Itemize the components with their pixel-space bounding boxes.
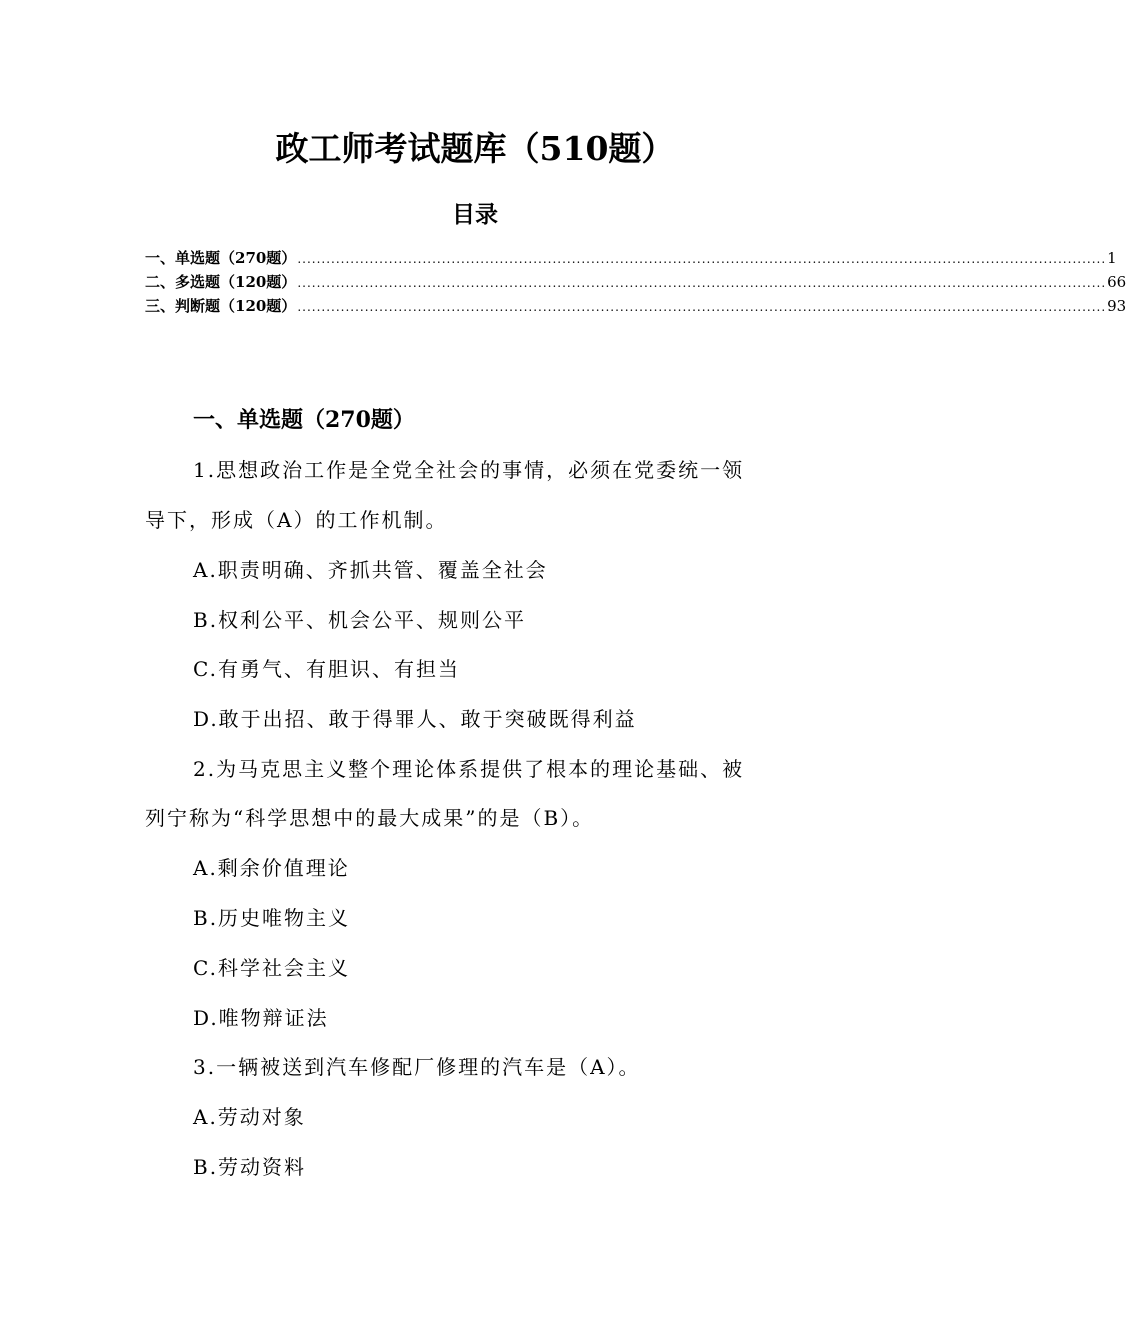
question-stem: 2.为马克思主义整个理论体系提供了根本的理论基础、被	[193, 757, 745, 781]
toc-entry[interactable]	[145, 246, 1117, 270]
toc-entry-page: 66	[1107, 273, 1126, 291]
answer-option: D.敢于出招、敢于得罪人、敢于突破既得利益	[193, 707, 637, 731]
question-stem: 3.一辆被送到汽车修配厂修理的汽车是（A）。	[193, 1055, 641, 1079]
toc-heading: 目录	[452, 201, 498, 228]
answer-option: A.职责明确、齐抓共管、覆盖全社会	[193, 558, 548, 582]
answer-option: A.劳动对象	[193, 1105, 306, 1129]
answer-option: B.劳动资料	[193, 1155, 307, 1179]
toc-entry-page: 93	[1107, 297, 1126, 315]
toc-entry-label: 三、判断题（120题）	[145, 297, 297, 315]
question-stem: 1.思想政治工作是全党全社会的事情，必须在党委统一领	[193, 458, 745, 482]
answer-option: C.有勇气、有胆识、有担当	[193, 657, 460, 681]
question-stem-continued: 列宁称为“科学思想中的最大成果”的是（B）。	[145, 806, 595, 830]
question-stem-continued: 导下，形成（A）的工作机制。	[145, 508, 448, 532]
toc-entry[interactable]	[145, 294, 1126, 318]
answer-option: C.科学社会主义	[193, 956, 350, 980]
document-title: 政工师考试题库（510题）	[275, 129, 675, 168]
toc-entry[interactable]	[145, 270, 1126, 294]
toc-leader-dots: ........................................................................................................................................................................	[297, 276, 1107, 290]
toc-entry-page: 1	[1107, 249, 1117, 267]
answer-option: B.历史唯物主义	[193, 906, 351, 930]
toc-entry-label: 二、多选题（120题）	[145, 273, 297, 291]
answer-option: D.唯物辩证法	[193, 1006, 329, 1030]
toc-entry-label: 一、单选题（270题）	[145, 249, 297, 267]
toc-leader-dots: ........................................................................................................................................................................	[297, 300, 1107, 314]
toc-leader-dots: ........................................................................................................................................................................	[297, 252, 1107, 266]
answer-option: A.剩余价值理论	[193, 856, 350, 880]
table-of-contents	[145, 246, 1126, 318]
answer-option: B.权利公平、机会公平、规则公平	[193, 608, 527, 632]
section-heading: 一、单选题（270题）	[193, 407, 415, 433]
